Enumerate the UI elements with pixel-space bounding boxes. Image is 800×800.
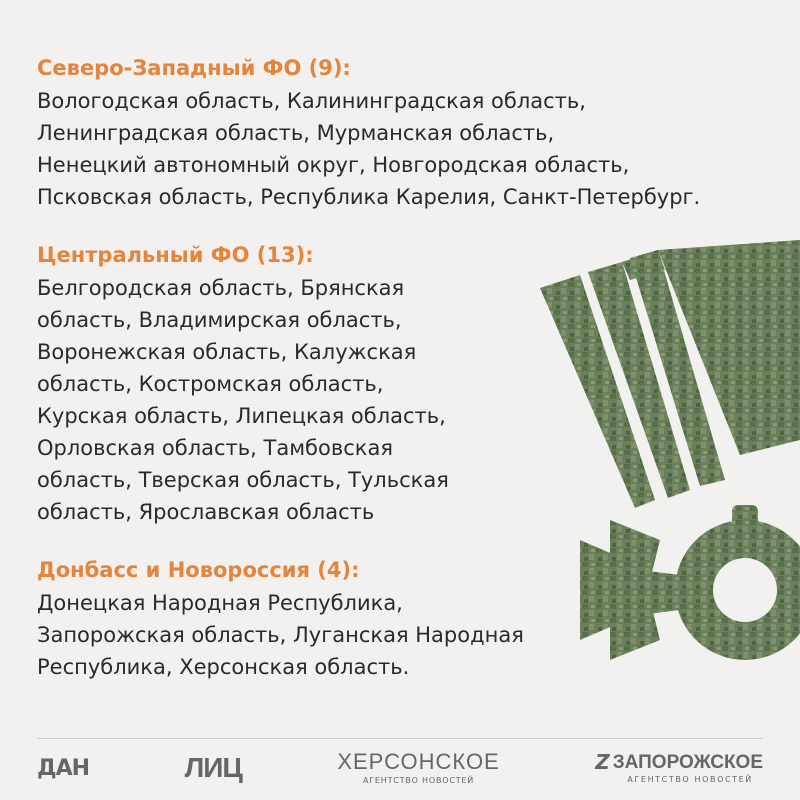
section-heading: Донбасс и Новороссия (4): bbox=[37, 558, 360, 582]
kherson-logo-subtitle: АГЕНТСТВО НОВОСТЕЙ bbox=[362, 776, 475, 785]
section-central bbox=[37, 239, 777, 528]
section-heading: Центральный ФО (13): bbox=[37, 243, 314, 267]
kherson-agency-logo bbox=[337, 751, 499, 785]
text-line: Ленинградская область, Мурманская область, bbox=[37, 121, 555, 145]
text-line: Республика, Херсонская область. bbox=[37, 655, 410, 679]
section-body bbox=[37, 587, 577, 683]
text-line: Вологодская область, Калининградская область, bbox=[37, 89, 586, 113]
content bbox=[37, 52, 777, 709]
text-line: Белгородская область, Брянская bbox=[37, 276, 405, 300]
text-line: Донецкая Народная Республика, bbox=[37, 591, 403, 615]
zaporozhye-logo-text: ЗАПОРОЖСКОЕ bbox=[612, 751, 763, 773]
zaporozhye-logo-subtitle: АГЕНТСТВО НОВОСТЕЙ bbox=[627, 775, 753, 784]
footer-divider bbox=[37, 738, 763, 739]
z-mark-icon: Z bbox=[595, 750, 610, 774]
text-line: Псковская область, Республика Карелия, Санкт-Петербург. bbox=[37, 185, 701, 209]
footer-logos bbox=[37, 748, 763, 788]
section-northwest bbox=[37, 52, 777, 213]
section-heading: Северо-Западный ФО (9): bbox=[37, 56, 351, 80]
text-line: область, Тверская область, Тульская bbox=[37, 468, 449, 492]
text-line: область, Ярославская область bbox=[37, 500, 375, 524]
text-line: Ненецкий автономный округ, Новгородская область, bbox=[37, 153, 630, 177]
text-line: Запорожская область, Луганская Народная bbox=[37, 623, 524, 647]
dan-logo-text: ДАН bbox=[37, 755, 90, 781]
section-body bbox=[37, 272, 507, 528]
section-body bbox=[37, 85, 777, 213]
dan-logo bbox=[37, 756, 89, 781]
text-line: Курская область, Липецкая область, bbox=[37, 404, 446, 428]
text-line: область, Костромская область, bbox=[37, 372, 384, 396]
zaporozhye-agency-logo bbox=[595, 752, 763, 784]
text-line: Воронежская область, Калужская bbox=[37, 340, 417, 364]
section-donbass bbox=[37, 554, 777, 683]
kherson-logo-text: ХЕРСОНСКОЕ bbox=[337, 749, 500, 774]
text-line: область, Владимирская область, bbox=[37, 308, 402, 332]
text-line: Орловская область, Тамбовская bbox=[37, 436, 393, 460]
lic-logo-text: ЛИЦ bbox=[184, 752, 242, 783]
lic-logo bbox=[185, 752, 242, 784]
